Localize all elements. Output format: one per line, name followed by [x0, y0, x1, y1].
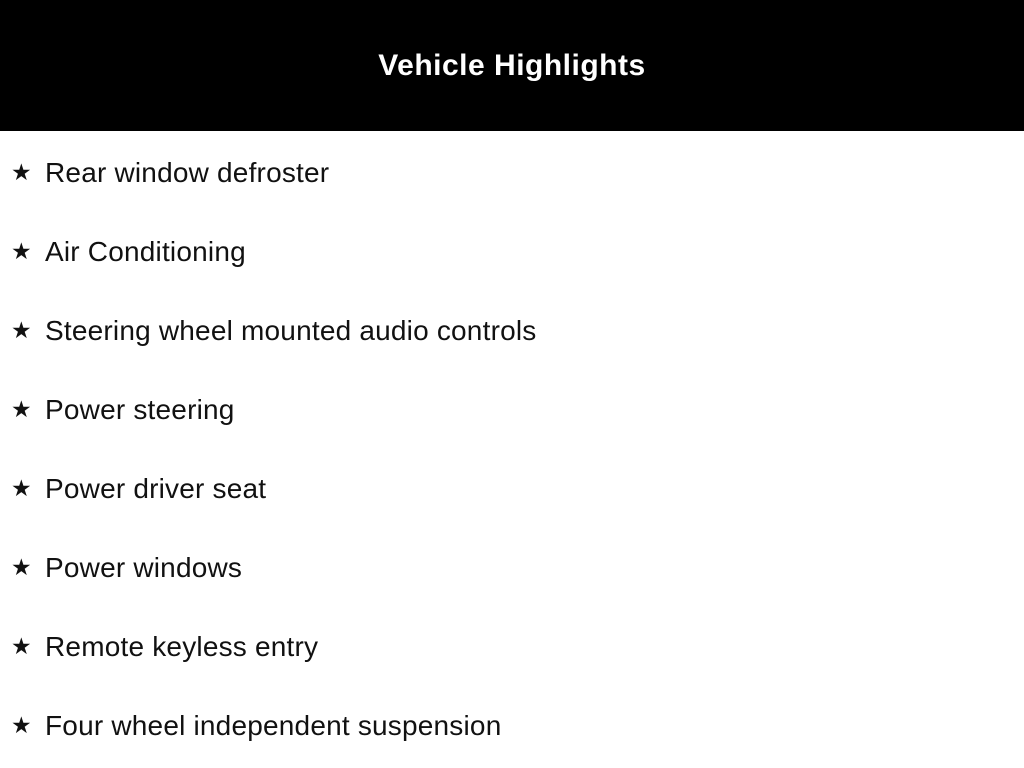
item-label: Power driver seat — [45, 472, 267, 504]
list-item — [0, 133, 1024, 212]
vehicle-highlights-list — [0, 131, 1024, 765]
list-item — [0, 291, 1024, 370]
list-item — [0, 449, 1024, 528]
star-icon: ★ — [11, 633, 32, 659]
star-icon: ★ — [11, 238, 32, 264]
list-item — [0, 528, 1024, 607]
item-label: Power steering — [45, 393, 235, 425]
item-label: Air Conditioning — [45, 235, 246, 267]
list-item — [0, 212, 1024, 291]
list-item — [0, 686, 1024, 765]
star-icon: ★ — [11, 396, 32, 422]
item-label: Steering wheel mounted audio controls — [45, 314, 537, 346]
star-icon: ★ — [11, 317, 32, 343]
star-icon: ★ — [11, 475, 32, 501]
page-title: Vehicle Highlights — [378, 48, 646, 82]
star-icon: ★ — [11, 554, 32, 580]
star-icon: ★ — [11, 712, 32, 738]
header-bar — [0, 0, 1024, 131]
star-icon: ★ — [11, 159, 32, 185]
list-item — [0, 370, 1024, 449]
item-label: Rear window defroster — [45, 156, 330, 188]
item-label: Power windows — [45, 551, 243, 583]
list-item — [0, 607, 1024, 686]
item-label: Remote keyless entry — [45, 630, 319, 662]
item-label: Four wheel independent suspension — [45, 709, 502, 741]
